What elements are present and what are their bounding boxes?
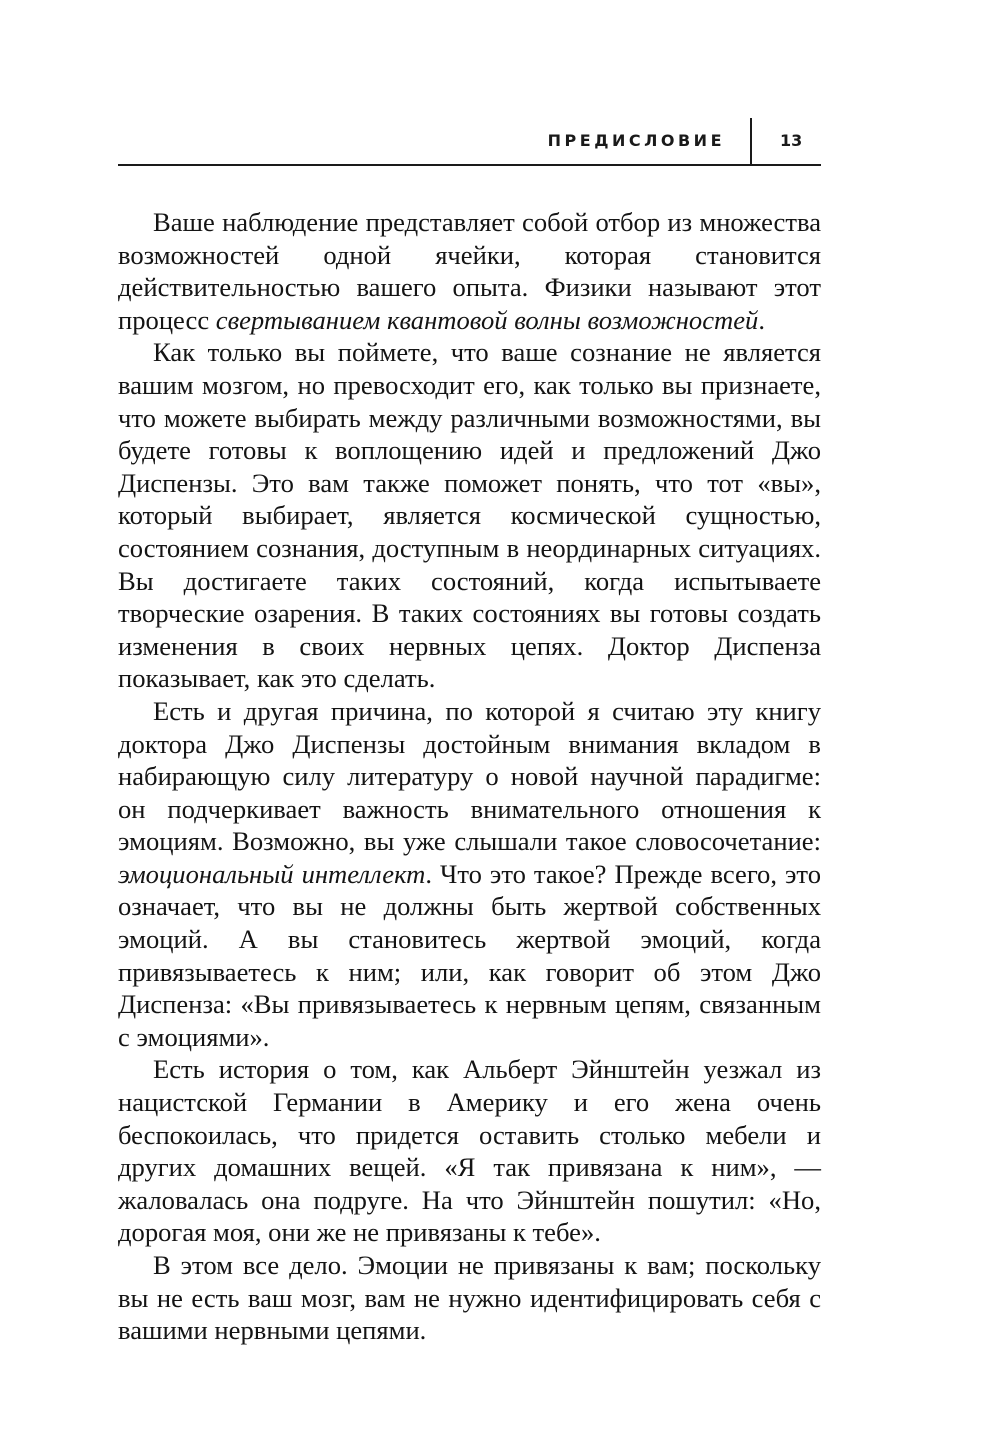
header-title: ПРЕДИСЛОВИЕ [547, 131, 725, 150]
paragraph-text: Ваше наблюдение представляет собой отбор из множества возможностей одной ячейки, которая становится действительностью вашего опыта. Физики называют этот процесс [118, 207, 821, 335]
body-text [118, 206, 821, 1347]
running-header [118, 112, 821, 166]
paragraph-text: . Что это такое? Прежде всего, это означает, что вы не должны быть жертвой собственных эмоций. А вы становитесь жертвой эмоций, когда привязываетесь к ним; или, как говорит об этом Джо Диспенза: «Вы привязываетесь к нервным цепям, связанным с эмоциями». [118, 858, 821, 1052]
paragraph-2: Как только вы поймете, что ваше сознание не является вашим мозгом, но превосходит его, как только вы признаете, что можете выбирать между различными возможностями, вы будете готовы к воплощению идей и предложений Джо Диспензы. Это вам также поможет понять, что тот «вы», который выбирает, является космической сущностью, состоянием сознания, доступным в неординарных ситуациях. Вы достигаете таких состояний, когда испытываете творческие озарения. В таких состояниях вы готовы создать изменения в своих нервных цепях. Доктор Диспенза показывает, как это сделать. [118, 337, 821, 694]
paragraph-1 [118, 206, 821, 336]
paragraph-3 [118, 695, 821, 1054]
paragraph-text: Есть и другая причина, по которой я считаю эту книгу доктора Джо Диспензы достойным внимания вкладом в набирающую силу литературу о новой научной парадигме: он подчеркивает важность внимательного отношения к эмоциям. Возможно, вы уже слышали такое словосочетание: [118, 695, 821, 857]
header-divider [750, 118, 752, 164]
italic-term: свертыванием квантовой волны возможностей [215, 304, 759, 335]
paragraph-4: Есть история о том, как Альберт Эйнштейн уезжал из нацистской Германии в Америку и его жена очень беспокоилась, что придется оставить столько мебели и других домашних вещей. «Я так привязана к ним», — жаловалась она подруге. На что Эйнштейн пошутил: «Но, дорогая моя, они же не привязаны к тебе». [118, 1054, 821, 1248]
page-number: 13 [780, 131, 803, 150]
paragraph-text: . [758, 304, 765, 335]
paragraph-5: В этом все дело. Эмоции не привязаны к вам; поскольку вы не есть ваш мозг, вам не нужно идентифицировать себя с вашими нервными цепями. [118, 1250, 821, 1346]
italic-term: эмоциональный интеллект [118, 858, 426, 889]
